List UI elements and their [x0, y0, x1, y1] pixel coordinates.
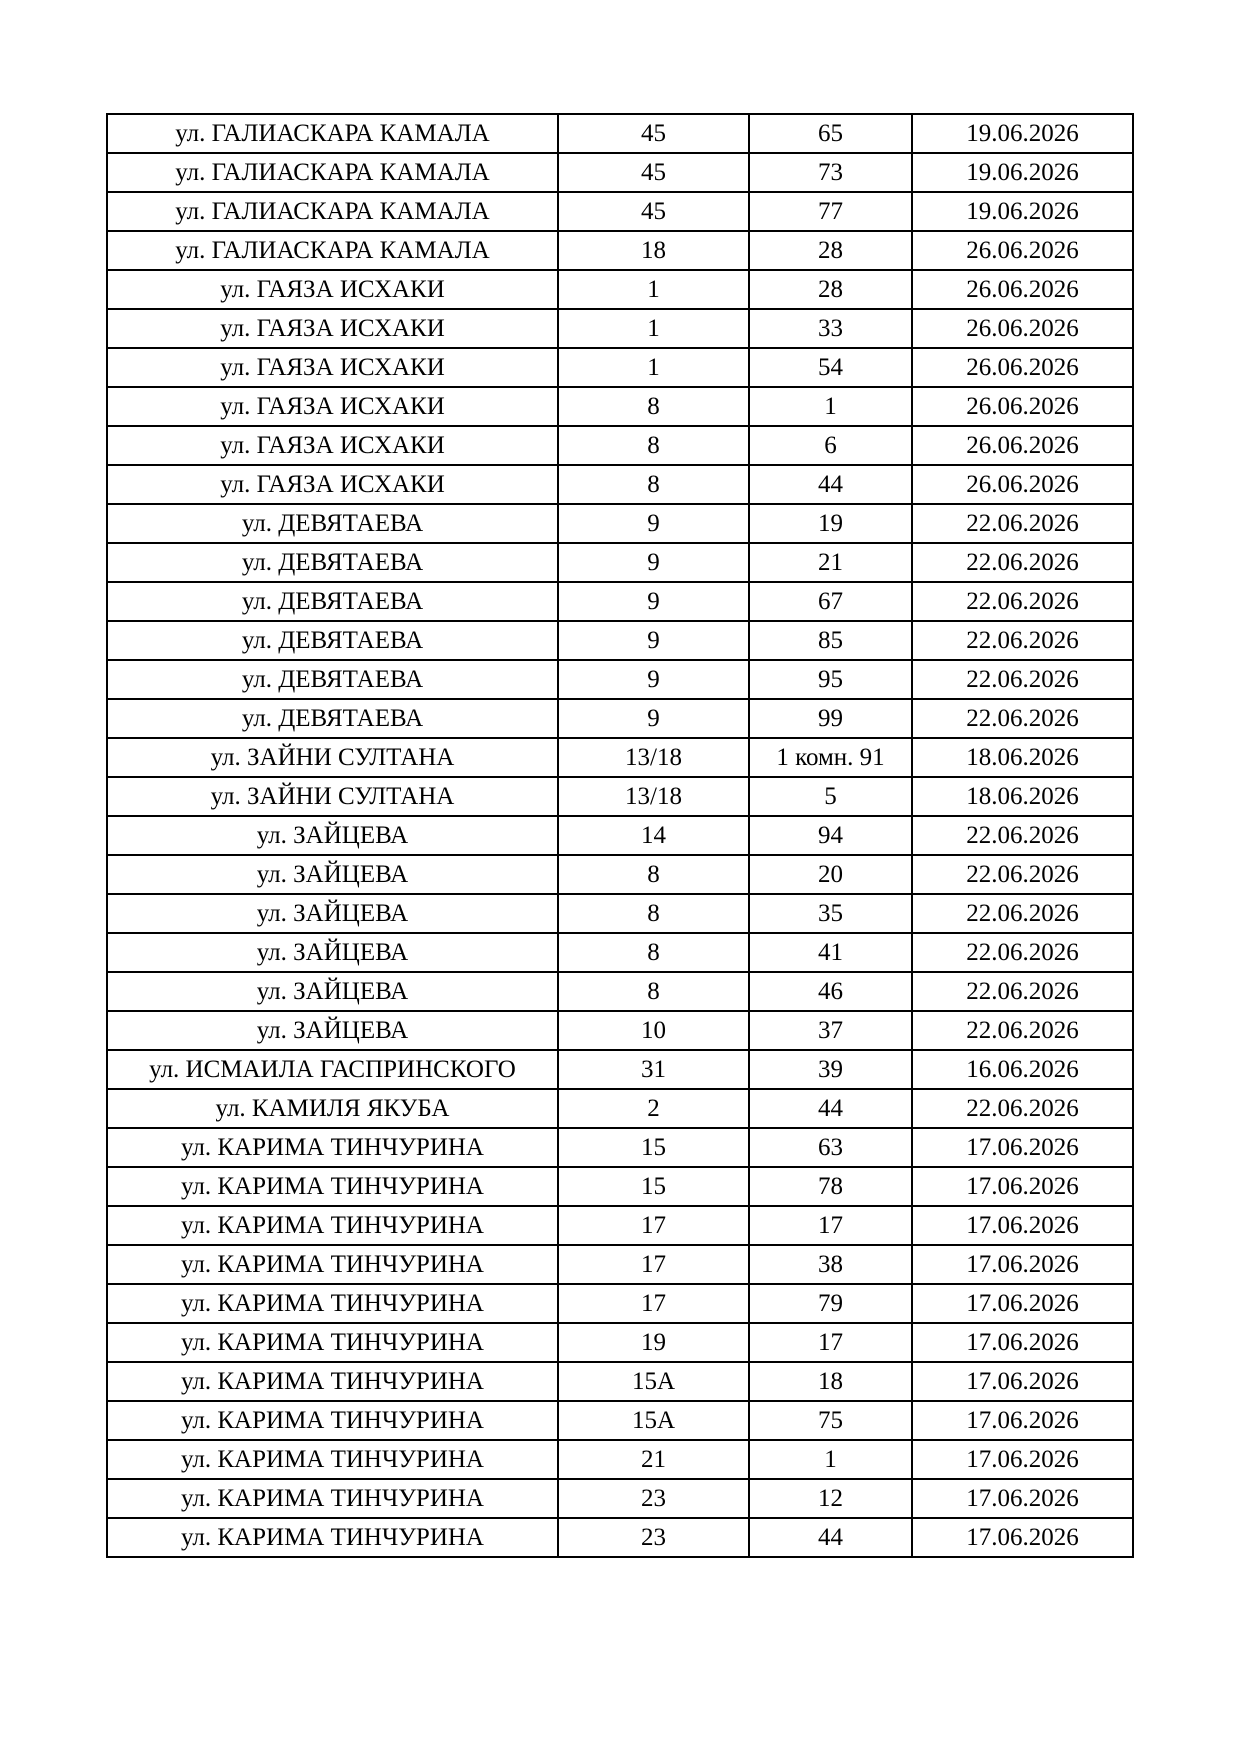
- table-row: [107, 192, 1133, 231]
- house-number-cell: 21: [558, 1440, 749, 1479]
- house-number-cell: 17: [558, 1284, 749, 1323]
- apartment-cell: 19: [749, 504, 912, 543]
- table-row: [107, 465, 1133, 504]
- street-cell: ул. ГАЯЗА ИСХАКИ: [107, 426, 558, 465]
- house-number-cell: 9: [558, 504, 749, 543]
- street-cell: ул. КАРИМА ТИНЧУРИНА: [107, 1167, 558, 1206]
- apartment-cell: 94: [749, 816, 912, 855]
- house-number-cell: 13/18: [558, 777, 749, 816]
- street-cell: ул. ЗАЙЦЕВА: [107, 816, 558, 855]
- house-number-cell: 15: [558, 1167, 749, 1206]
- table-row: [107, 231, 1133, 270]
- house-number-cell: 23: [558, 1479, 749, 1518]
- date-cell: 17.06.2026: [912, 1440, 1133, 1479]
- apartment-cell: 75: [749, 1401, 912, 1440]
- table-row: [107, 1323, 1133, 1362]
- apartment-cell: 99: [749, 699, 912, 738]
- date-cell: 17.06.2026: [912, 1401, 1133, 1440]
- street-cell: ул. ЗАЙЦЕВА: [107, 933, 558, 972]
- date-cell: 22.06.2026: [912, 621, 1133, 660]
- apartment-cell: 1 комн. 91: [749, 738, 912, 777]
- date-cell: 19.06.2026: [912, 114, 1133, 153]
- house-number-cell: 15А: [558, 1362, 749, 1401]
- table-row: [107, 543, 1133, 582]
- street-cell: ул. ДЕВЯТАЕВА: [107, 582, 558, 621]
- table-row: [107, 270, 1133, 309]
- street-cell: ул. ГАЛИАСКАРА КАМАЛА: [107, 114, 558, 153]
- date-cell: 22.06.2026: [912, 972, 1133, 1011]
- date-cell: 17.06.2026: [912, 1323, 1133, 1362]
- date-cell: 26.06.2026: [912, 387, 1133, 426]
- street-cell: ул. ЗАЙЦЕВА: [107, 972, 558, 1011]
- table-row: [107, 855, 1133, 894]
- date-cell: 22.06.2026: [912, 894, 1133, 933]
- table-row: [107, 816, 1133, 855]
- table-row: [107, 894, 1133, 933]
- apartment-cell: 63: [749, 1128, 912, 1167]
- table-row: [107, 1518, 1133, 1557]
- street-cell: ул. ГАЛИАСКАРА КАМАЛА: [107, 192, 558, 231]
- date-cell: 17.06.2026: [912, 1518, 1133, 1557]
- house-number-cell: 1: [558, 348, 749, 387]
- table-row: [107, 1245, 1133, 1284]
- apartment-cell: 37: [749, 1011, 912, 1050]
- house-number-cell: 8: [558, 972, 749, 1011]
- table-row: [107, 738, 1133, 777]
- table-row: [107, 1479, 1133, 1518]
- house-number-cell: 9: [558, 699, 749, 738]
- date-cell: 22.06.2026: [912, 933, 1133, 972]
- apartment-cell: 85: [749, 621, 912, 660]
- house-number-cell: 17: [558, 1245, 749, 1284]
- apartment-cell: 73: [749, 153, 912, 192]
- table-row: [107, 972, 1133, 1011]
- date-cell: 22.06.2026: [912, 543, 1133, 582]
- apartment-cell: 12: [749, 1479, 912, 1518]
- apartment-cell: 78: [749, 1167, 912, 1206]
- apartment-cell: 39: [749, 1050, 912, 1089]
- street-cell: ул. КАРИМА ТИНЧУРИНА: [107, 1362, 558, 1401]
- street-cell: ул. КАРИМА ТИНЧУРИНА: [107, 1206, 558, 1245]
- date-cell: 26.06.2026: [912, 426, 1133, 465]
- street-cell: ул. ГАЯЗА ИСХАКИ: [107, 465, 558, 504]
- table-row: [107, 1440, 1133, 1479]
- table-row: [107, 1089, 1133, 1128]
- house-number-cell: 45: [558, 153, 749, 192]
- table-row: [107, 1050, 1133, 1089]
- address-table: [106, 113, 1134, 1558]
- table-row: [107, 660, 1133, 699]
- street-cell: ул. ЗАЙНИ СУЛТАНА: [107, 777, 558, 816]
- apartment-cell: 95: [749, 660, 912, 699]
- street-cell: ул. ДЕВЯТАЕВА: [107, 543, 558, 582]
- table-row: [107, 153, 1133, 192]
- date-cell: 22.06.2026: [912, 582, 1133, 621]
- date-cell: 22.06.2026: [912, 816, 1133, 855]
- table-row: [107, 1401, 1133, 1440]
- street-cell: ул. ДЕВЯТАЕВА: [107, 504, 558, 543]
- house-number-cell: 15А: [558, 1401, 749, 1440]
- table-row: [107, 1011, 1133, 1050]
- house-number-cell: 9: [558, 660, 749, 699]
- house-number-cell: 17: [558, 1206, 749, 1245]
- date-cell: 22.06.2026: [912, 699, 1133, 738]
- street-cell: ул. КАРИМА ТИНЧУРИНА: [107, 1323, 558, 1362]
- street-cell: ул. ЗАЙНИ СУЛТАНА: [107, 738, 558, 777]
- date-cell: 17.06.2026: [912, 1362, 1133, 1401]
- house-number-cell: 8: [558, 387, 749, 426]
- date-cell: 26.06.2026: [912, 465, 1133, 504]
- table-row: [107, 114, 1133, 153]
- apartment-cell: 21: [749, 543, 912, 582]
- street-cell: ул. ЗАЙЦЕВА: [107, 1011, 558, 1050]
- date-cell: 18.06.2026: [912, 777, 1133, 816]
- table-row: [107, 1206, 1133, 1245]
- house-number-cell: 8: [558, 855, 749, 894]
- table-row: [107, 426, 1133, 465]
- street-cell: ул. КАРИМА ТИНЧУРИНА: [107, 1245, 558, 1284]
- house-number-cell: 8: [558, 894, 749, 933]
- table-row: [107, 621, 1133, 660]
- house-number-cell: 31: [558, 1050, 749, 1089]
- street-cell: ул. КАМИЛЯ ЯКУБА: [107, 1089, 558, 1128]
- house-number-cell: 45: [558, 192, 749, 231]
- apartment-cell: 41: [749, 933, 912, 972]
- house-number-cell: 8: [558, 426, 749, 465]
- house-number-cell: 13/18: [558, 738, 749, 777]
- date-cell: 26.06.2026: [912, 348, 1133, 387]
- date-cell: 19.06.2026: [912, 192, 1133, 231]
- street-cell: ул. ГАЛИАСКАРА КАМАЛА: [107, 231, 558, 270]
- apartment-cell: 33: [749, 309, 912, 348]
- house-number-cell: 18: [558, 231, 749, 270]
- date-cell: 22.06.2026: [912, 1011, 1133, 1050]
- table-row: [107, 699, 1133, 738]
- apartment-cell: 35: [749, 894, 912, 933]
- table-row: [107, 387, 1133, 426]
- apartment-cell: 6: [749, 426, 912, 465]
- house-number-cell: 8: [558, 465, 749, 504]
- date-cell: 26.06.2026: [912, 270, 1133, 309]
- date-cell: 18.06.2026: [912, 738, 1133, 777]
- apartment-cell: 65: [749, 114, 912, 153]
- street-cell: ул. КАРИМА ТИНЧУРИНА: [107, 1440, 558, 1479]
- apartment-cell: 67: [749, 582, 912, 621]
- apartment-cell: 79: [749, 1284, 912, 1323]
- apartment-cell: 54: [749, 348, 912, 387]
- house-number-cell: 14: [558, 816, 749, 855]
- street-cell: ул. КАРИМА ТИНЧУРИНА: [107, 1401, 558, 1440]
- apartment-cell: 20: [749, 855, 912, 894]
- house-number-cell: 9: [558, 582, 749, 621]
- date-cell: 19.06.2026: [912, 153, 1133, 192]
- date-cell: 22.06.2026: [912, 504, 1133, 543]
- house-number-cell: 15: [558, 1128, 749, 1167]
- house-number-cell: 1: [558, 309, 749, 348]
- apartment-cell: 28: [749, 231, 912, 270]
- apartment-cell: 18: [749, 1362, 912, 1401]
- table-row: [107, 933, 1133, 972]
- street-cell: ул. КАРИМА ТИНЧУРИНА: [107, 1128, 558, 1167]
- apartment-cell: 1: [749, 1440, 912, 1479]
- table-row: [107, 348, 1133, 387]
- apartment-cell: 38: [749, 1245, 912, 1284]
- table-row: [107, 1362, 1133, 1401]
- street-cell: ул. ДЕВЯТАЕВА: [107, 699, 558, 738]
- house-number-cell: 23: [558, 1518, 749, 1557]
- apartment-cell: 46: [749, 972, 912, 1011]
- house-number-cell: 19: [558, 1323, 749, 1362]
- table-row: [107, 504, 1133, 543]
- house-number-cell: 2: [558, 1089, 749, 1128]
- table-row: [107, 309, 1133, 348]
- house-number-cell: 9: [558, 543, 749, 582]
- apartment-cell: 17: [749, 1206, 912, 1245]
- table-row: [107, 777, 1133, 816]
- apartment-cell: 28: [749, 270, 912, 309]
- street-cell: ул. ГАЯЗА ИСХАКИ: [107, 270, 558, 309]
- table-row: [107, 1284, 1133, 1323]
- street-cell: ул. ГАЛИАСКАРА КАМАЛА: [107, 153, 558, 192]
- street-cell: ул. ЗАЙЦЕВА: [107, 894, 558, 933]
- date-cell: 26.06.2026: [912, 231, 1133, 270]
- house-number-cell: 9: [558, 621, 749, 660]
- house-number-cell: 10: [558, 1011, 749, 1050]
- date-cell: 17.06.2026: [912, 1284, 1133, 1323]
- apartment-cell: 44: [749, 1518, 912, 1557]
- apartment-cell: 44: [749, 1089, 912, 1128]
- address-table-body: [107, 114, 1133, 1557]
- date-cell: 17.06.2026: [912, 1167, 1133, 1206]
- house-number-cell: 1: [558, 270, 749, 309]
- date-cell: 22.06.2026: [912, 855, 1133, 894]
- street-cell: ул. ГАЯЗА ИСХАКИ: [107, 309, 558, 348]
- table-row: [107, 1128, 1133, 1167]
- apartment-cell: 77: [749, 192, 912, 231]
- apartment-cell: 1: [749, 387, 912, 426]
- date-cell: 17.06.2026: [912, 1479, 1133, 1518]
- date-cell: 17.06.2026: [912, 1206, 1133, 1245]
- street-cell: ул. ИСМАИЛА ГАСПРИНСКОГО: [107, 1050, 558, 1089]
- street-cell: ул. ГАЯЗА ИСХАКИ: [107, 348, 558, 387]
- street-cell: ул. ГАЯЗА ИСХАКИ: [107, 387, 558, 426]
- apartment-cell: 5: [749, 777, 912, 816]
- street-cell: ул. КАРИМА ТИНЧУРИНА: [107, 1284, 558, 1323]
- date-cell: 17.06.2026: [912, 1128, 1133, 1167]
- house-number-cell: 8: [558, 933, 749, 972]
- street-cell: ул. ДЕВЯТАЕВА: [107, 621, 558, 660]
- date-cell: 26.06.2026: [912, 309, 1133, 348]
- date-cell: 22.06.2026: [912, 660, 1133, 699]
- street-cell: ул. КАРИМА ТИНЧУРИНА: [107, 1518, 558, 1557]
- date-cell: 17.06.2026: [912, 1245, 1133, 1284]
- table-row: [107, 1167, 1133, 1206]
- apartment-cell: 44: [749, 465, 912, 504]
- date-cell: 16.06.2026: [912, 1050, 1133, 1089]
- apartment-cell: 17: [749, 1323, 912, 1362]
- street-cell: ул. ЗАЙЦЕВА: [107, 855, 558, 894]
- street-cell: ул. КАРИМА ТИНЧУРИНА: [107, 1479, 558, 1518]
- house-number-cell: 45: [558, 114, 749, 153]
- table-row: [107, 582, 1133, 621]
- date-cell: 22.06.2026: [912, 1089, 1133, 1128]
- street-cell: ул. ДЕВЯТАЕВА: [107, 660, 558, 699]
